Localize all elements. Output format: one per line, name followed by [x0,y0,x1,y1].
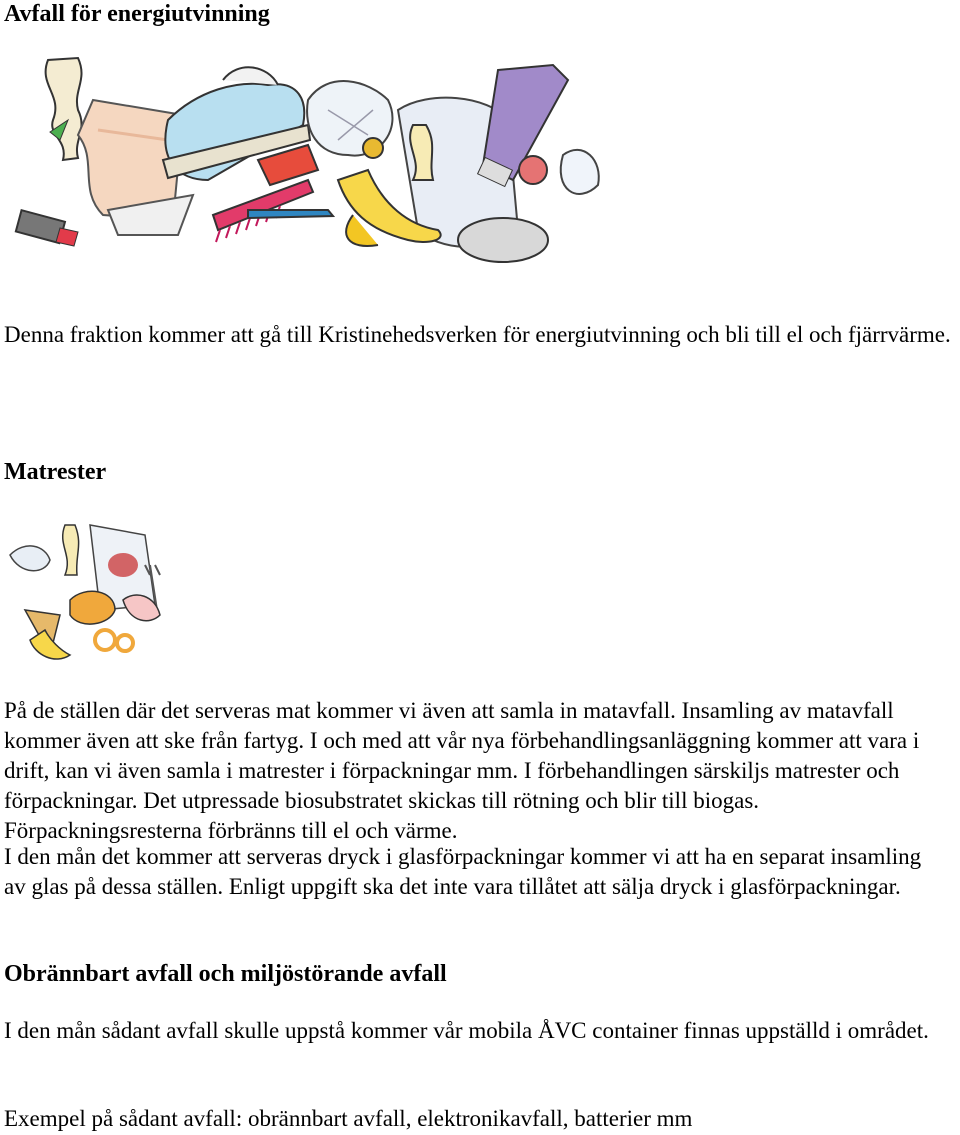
food-waste-illustration [5,515,165,670]
heading-hazardous-waste: Obrännbart avfall och miljöstörande avfall [4,961,447,987]
paragraph-waste-examples: Exempel på sådant avfall: obrännbart avfall, elektronikavfall, batterier mm [4,1106,693,1131]
bottle-cap-icon [519,156,547,184]
apple-core-icon [46,58,82,160]
pen-icon [248,210,333,218]
paper-scrap-icon [561,150,599,194]
paragraph-hazardous-waste: I den mån sådant avfall skulle uppstå kommer vår mobila ÅVC container finnas uppställd i området. [4,1018,929,1043]
paragraph-food-waste: På de ställen där det serveras mat kommer vi även att samla in matavfall. Insamling av matavfall kommer även att ske från fartyg. I och med att vår nya förbehandlingsanläggning kommer att vara i drift, kan vi även samla i matrester i förpackningar mm. I förbehandlingen särskiljs matrester och förpackningar. Det utpressade biosubstratet skickas till rötning och blir till biogas. Förpackningsresterna förbränns till el och värme. [4,698,920,843]
paragraph-glass-collection: I den mån det kommer att serveras dryck i glasförpackningar kommer vi att ha en separat insamling av glas på dessa ställen. Enligt uppgift ska det inte vara tillåtet att sälja dryck i glasförpackningar. [4,844,922,899]
heading-energy: Avfall för energiutvinning [4,1,270,27]
onion-ring-icon [117,635,133,651]
lipstick-icon [16,210,78,246]
bread-icon [70,591,115,624]
apple-core-icon [63,525,79,575]
heading-food-waste: Matrester [4,459,107,485]
can-lid-icon [458,218,548,262]
bottle-cap-icon [363,138,383,158]
onion-ring-icon [95,630,115,650]
paragraph-energy: Denna fraktion kommer att gå till Kristinehedsverken för energiutvinning och bli till el och fjärrvärme. [4,322,951,347]
energy-waste-illustration [8,40,613,265]
paper-scrap-icon [10,546,50,571]
